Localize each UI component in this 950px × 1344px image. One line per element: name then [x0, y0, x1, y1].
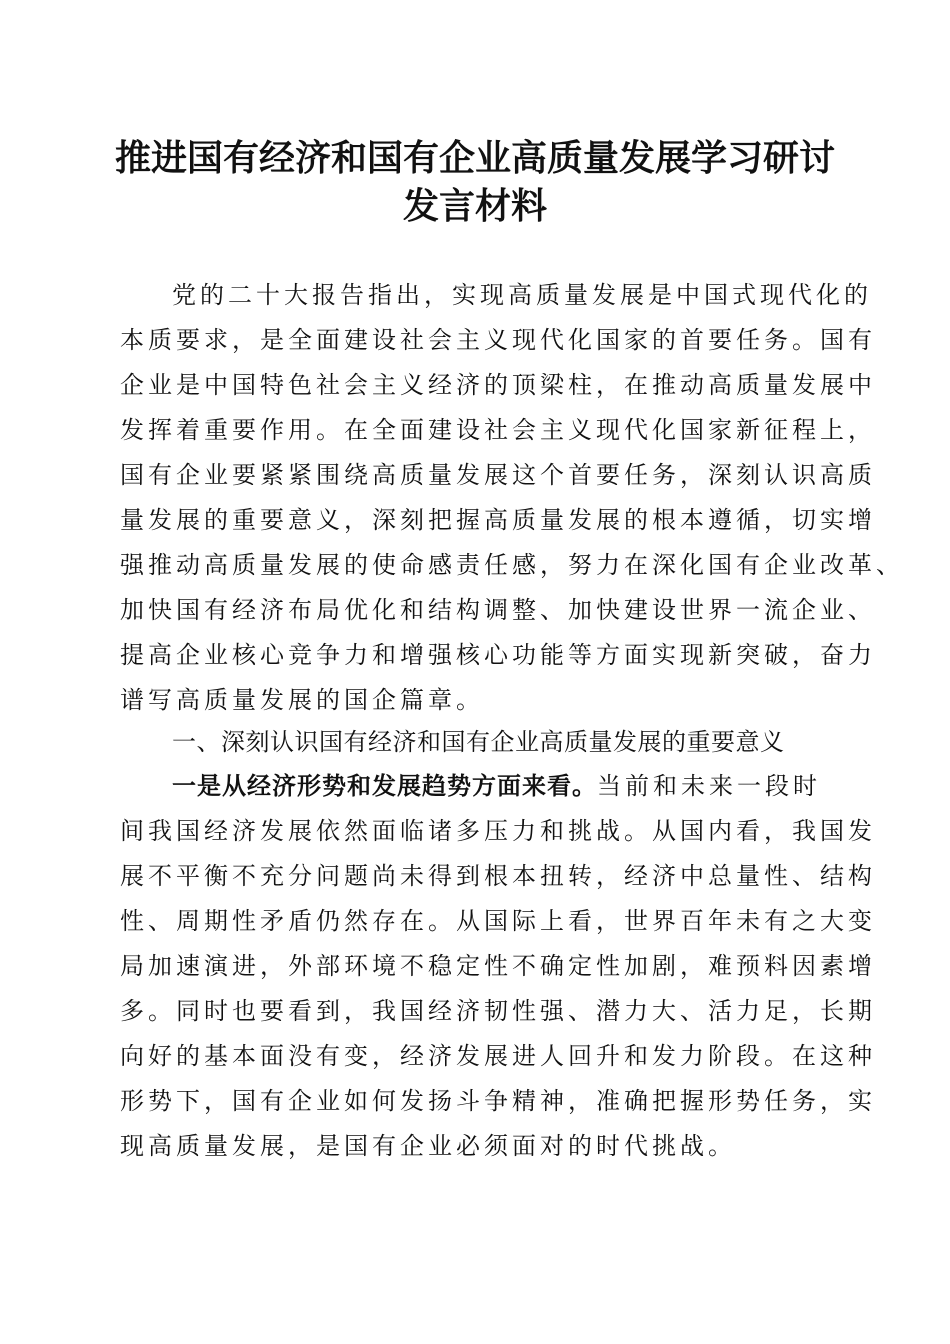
paragraph-line: 发挥着重要作用。在全面建设社会主义现代化国家新征程上， [120, 416, 876, 444]
paragraph-line: 间我国经济发展依然面临诸多压力和挑战。从国内看，我国发 [120, 817, 876, 845]
paragraph-line: 提高企业核心竞争力和增强核心功能等方面实现新突破，奋力 [120, 641, 876, 669]
paragraph-line-rest: 当前和未来一段时 [597, 772, 821, 800]
paragraph-line: 量发展的重要意义，深刻把握高质量发展的根本遵循，切实增 [120, 506, 876, 534]
paragraph-line: 谱写高质量发展的国企篇章。 [120, 686, 484, 714]
paragraph-line: 展不平衡不充分问题尚未得到根本扭转，经济中总量性、结构 [120, 862, 876, 890]
paragraph-line: 国有企业要紧紧围绕高质量发展这个首要任务，深刻认识高质 [120, 461, 876, 489]
section-paragraph [120, 764, 876, 1169]
paragraph-line: 局加速演进，外部环境不稳定性不确定性加剧，难预料因素增 [120, 952, 876, 980]
document-title-line-1: 推进国有经济和国有企业高质量发展学习研讨 [114, 137, 835, 179]
paragraph-line: 企业是中国特色社会主义经济的顶梁柱，在推动高质量发展中 [120, 371, 876, 399]
document-title-line-2: 发言材料 [402, 185, 547, 227]
paragraph-lead-phrase: 一是从经济形势和发展趋势方面来看。 [172, 772, 597, 800]
section-heading: 一、深刻认识国有经济和国有企业高质量发展的重要意义 [172, 728, 785, 756]
paragraph-line: 本质要求，是全面建设社会主义现代化国家的首要任务。国有 [120, 326, 876, 354]
paragraph-line: 多。同时也要看到，我国经济韧性强、潜力大、活力足，长期 [120, 997, 876, 1025]
paragraph-line: 向好的基本面没有变，经济发展进人回升和发力阶段。在这种 [120, 1042, 876, 1070]
paragraph-line: 现高质量发展，是国有企业必须面对的时代挑战。 [120, 1132, 736, 1160]
paragraph-line: 形势下，国有企业如何发扬斗争精神，准确把握形势任务，实 [120, 1087, 876, 1115]
intro-paragraph [120, 273, 904, 723]
paragraph-line: 党的二十大报告指出，实现高质量发展是中国式现代化的 [172, 281, 872, 309]
paragraph-line: 强推动高质量发展的使命感责任感，努力在深化国有企业改革、 [120, 551, 904, 579]
paragraph-line: 加快国有经济布局优化和结构调整、加快建设世界一流企业、 [120, 596, 876, 624]
paragraph-first-line [120, 764, 832, 809]
paragraph-line: 性、周期性矛盾仍然存在。从国际上看，世界百年未有之大变 [120, 907, 876, 935]
